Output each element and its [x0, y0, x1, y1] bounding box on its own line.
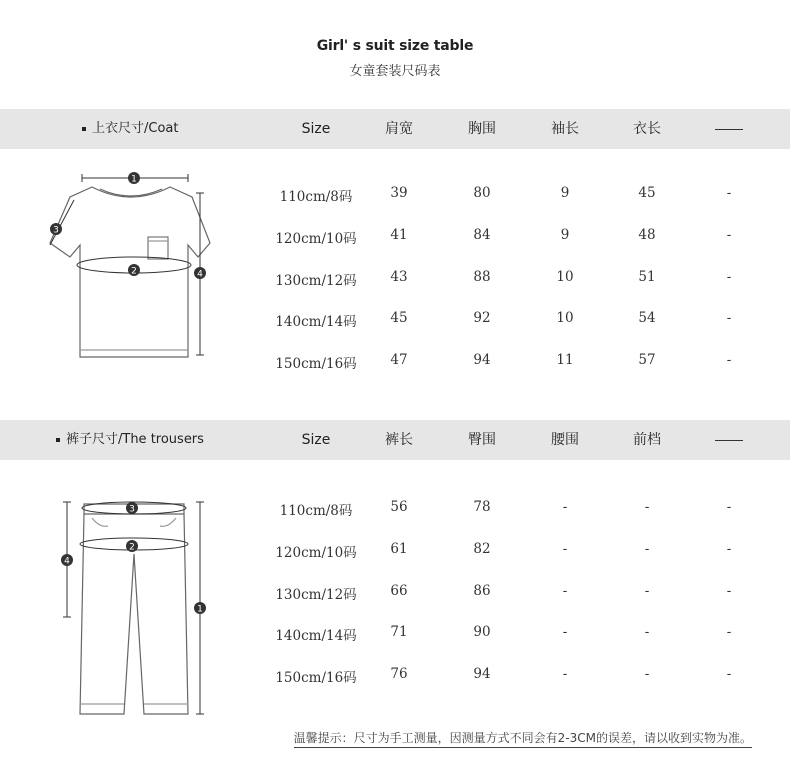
coat-cell-blank: - — [726, 185, 732, 201]
trousers-cell-rise: - — [644, 624, 650, 640]
coat-col-size: Size — [301, 121, 331, 137]
trousers-cell-blank: - — [726, 583, 732, 599]
trousers-marker-2-label: 2 — [129, 542, 135, 553]
coat-cell-sleeve: 10 — [556, 310, 574, 326]
coat-marker-3-label: 3 — [53, 225, 59, 236]
coat-cell-size: 110cm/8码 — [279, 189, 353, 205]
trousers-marker-1-label: 1 — [197, 604, 203, 615]
trousers-cell-waist: - — [562, 541, 568, 557]
coat-cell-length: 48 — [638, 227, 656, 243]
coat-markers — [50, 172, 206, 280]
coat-cell-sleeve: 11 — [556, 352, 574, 368]
trousers-col-rise: 前档 — [633, 432, 661, 448]
trousers-col-size: Size — [301, 432, 331, 448]
coat-cell-shoulder: 43 — [390, 269, 408, 285]
coat-cell-shoulder: 45 — [390, 310, 408, 326]
coat-cell-sleeve: 10 — [556, 269, 574, 285]
trousers-header-bar — [0, 420, 790, 460]
trousers-col-blank — [715, 440, 743, 441]
coat-cell-blank: - — [726, 227, 732, 243]
coat-cell-length: 57 — [638, 352, 656, 368]
coat-cell-chest: 94 — [473, 352, 491, 368]
trousers-cell-waist: - — [562, 666, 568, 682]
trousers-cell-hip: 82 — [473, 541, 491, 557]
trousers-col-length: 裤长 — [385, 432, 413, 448]
coat-col-chest: 胸围 — [468, 121, 496, 137]
coat-col-length: 衣长 — [633, 121, 661, 137]
trousers-cell-length: 61 — [390, 541, 408, 557]
trousers-cell-length: 66 — [390, 583, 408, 599]
trousers-cell-length: 56 — [390, 499, 408, 515]
trousers-cell-waist: - — [562, 499, 568, 515]
coat-marker-4-label: 4 — [197, 269, 203, 280]
trousers-cell-hip: 78 — [473, 499, 491, 515]
trousers-cell-size: 110cm/8码 — [279, 503, 353, 519]
coat-cell-size: 140cm/14码 — [275, 314, 357, 330]
trousers-section-label: 裤子尺寸/The trousers — [56, 420, 204, 460]
trousers-cell-rise: - — [644, 499, 650, 515]
coat-cell-shoulder: 41 — [390, 227, 408, 243]
trousers-col-hip: 臀围 — [468, 432, 496, 448]
coat-cell-sleeve: 9 — [560, 227, 570, 243]
page-subtitle: 女童套装尺码表 — [349, 64, 441, 79]
coat-cell-length: 51 — [638, 269, 656, 285]
trousers-marker-3-label: 3 — [129, 504, 135, 515]
trousers-cell-size: 140cm/14码 — [275, 628, 357, 644]
coat-section-label: 上衣尺寸/Coat — [82, 109, 178, 149]
page-title: Girl' s suit size table — [316, 38, 474, 54]
coat-cell-size: 120cm/10码 — [275, 231, 357, 247]
coat-cell-size: 150cm/16码 — [275, 356, 357, 372]
coat-col-blank — [715, 129, 743, 130]
coat-header-bar — [0, 109, 790, 149]
coat-col-shoulder: 肩宽 — [385, 121, 413, 137]
trousers-marker-4-label: 4 — [64, 556, 70, 567]
coat-cell-chest: 88 — [473, 269, 491, 285]
trousers-col-waist: 腰围 — [551, 432, 579, 448]
trousers-cell-hip: 90 — [473, 624, 491, 640]
trousers-cell-blank: - — [726, 624, 732, 640]
coat-cell-sleeve: 9 — [560, 185, 570, 201]
trousers-cell-size: 130cm/12码 — [275, 587, 357, 603]
coat-cell-size: 130cm/12码 — [275, 273, 357, 289]
trousers-cell-rise: - — [644, 541, 650, 557]
coat-col-sleeve: 袖长 — [551, 121, 579, 137]
coat-cell-shoulder: 39 — [390, 185, 408, 201]
trousers-diagram — [50, 492, 220, 722]
coat-cell-length: 54 — [638, 310, 656, 326]
trousers-cell-waist: - — [562, 624, 568, 640]
coat-cell-length: 45 — [638, 185, 656, 201]
trousers-cell-size: 150cm/16码 — [275, 670, 357, 686]
trousers-cell-length: 76 — [390, 666, 408, 682]
trousers-cell-hip: 86 — [473, 583, 491, 599]
coat-cell-chest: 80 — [473, 185, 491, 201]
coat-cell-chest: 84 — [473, 227, 491, 243]
coat-diagram — [30, 165, 220, 370]
coat-cell-blank: - — [726, 310, 732, 326]
trousers-cell-length: 71 — [390, 624, 408, 640]
trousers-cell-rise: - — [644, 583, 650, 599]
trousers-cell-size: 120cm/10码 — [275, 545, 357, 561]
trousers-cell-hip: 94 — [473, 666, 491, 682]
trousers-cell-blank: - — [726, 666, 732, 682]
trousers-cell-blank: - — [726, 541, 732, 557]
coat-cell-blank: - — [726, 352, 732, 368]
trousers-cell-blank: - — [726, 499, 732, 515]
measurement-note: 温馨提示：尺寸为手工测量，因测量方式不同会有2-3CM的误差，请以收到实物为准。 — [294, 729, 752, 748]
coat-cell-shoulder: 47 — [390, 352, 408, 368]
coat-cell-chest: 92 — [473, 310, 491, 326]
trousers-cell-waist: - — [562, 583, 568, 599]
trousers-cell-rise: - — [644, 666, 650, 682]
coat-marker-1-label: 1 — [131, 174, 137, 185]
coat-cell-blank: - — [726, 269, 732, 285]
coat-marker-2-label: 2 — [131, 266, 137, 277]
